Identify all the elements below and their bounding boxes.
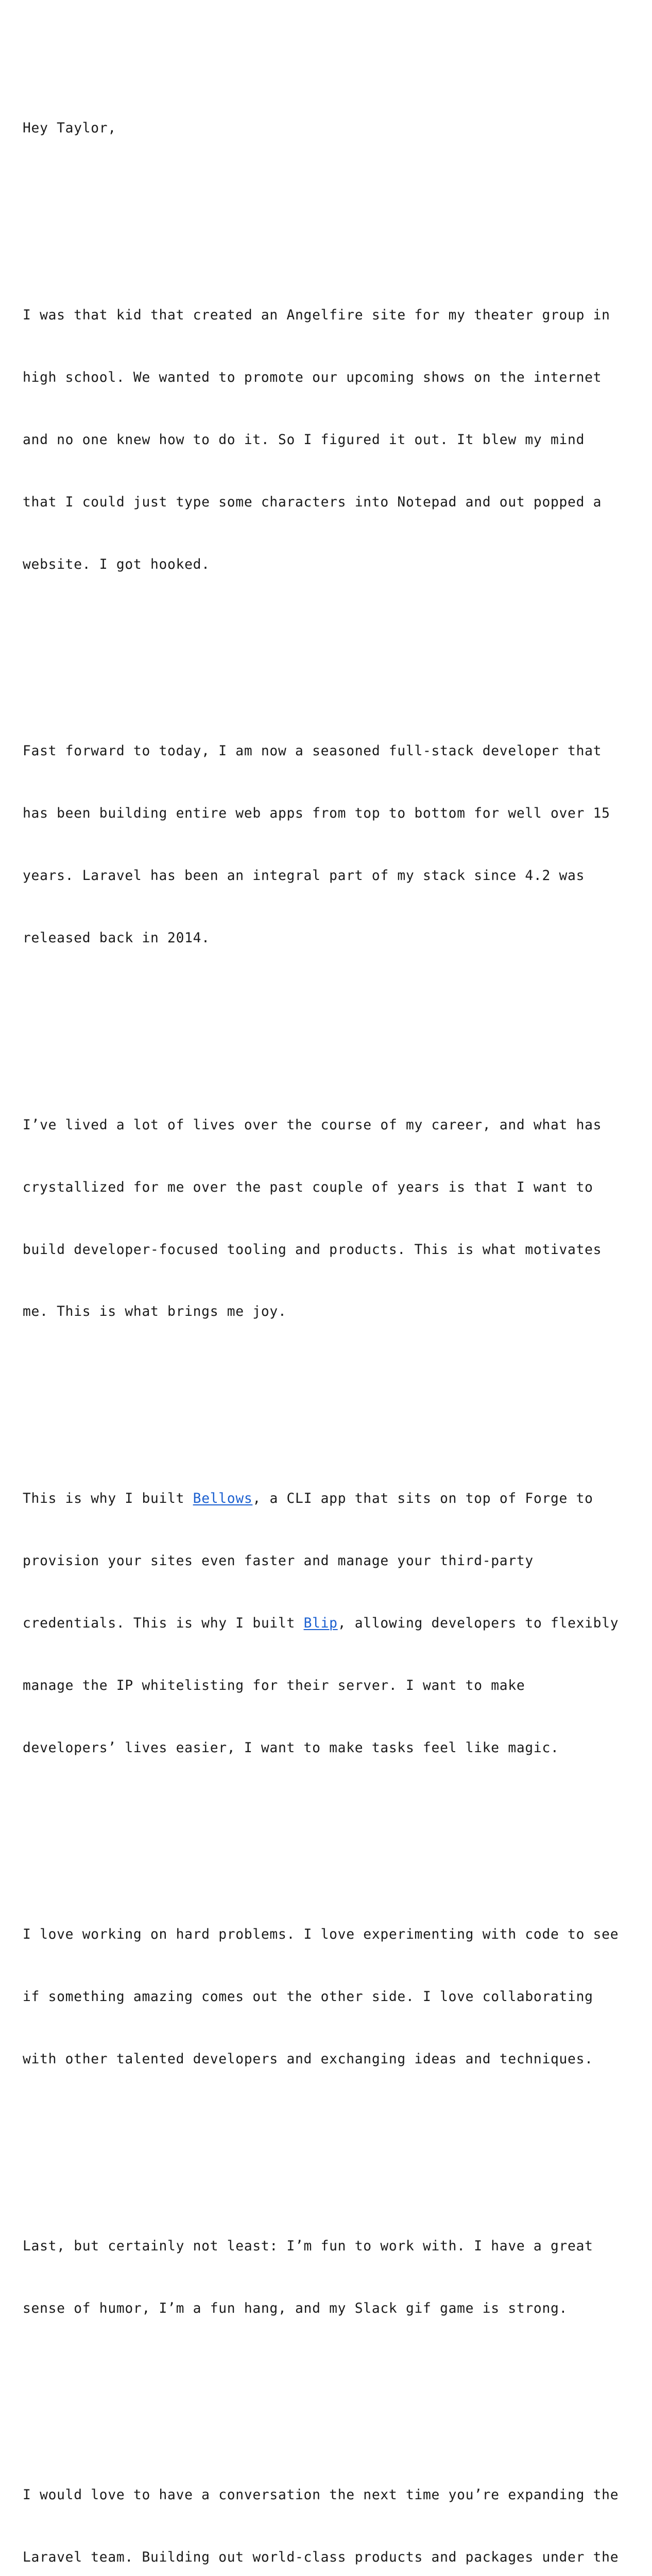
paragraph-personality: [23, 2194, 641, 2360]
greeting-line: Hey Taylor,: [23, 121, 116, 137]
text-line: Laravel team. Building out world-class products and packages under the: [23, 2550, 619, 2566]
text-line: if something amazing comes out the other side. I love collaborating: [23, 1989, 593, 2005]
text-line: developers’ lives easier, I want to make tasks feel like magic.: [23, 1740, 559, 1756]
text-line: I would love to have a conversation the next time you’re expanding the: [23, 2487, 619, 2503]
text-line: me. This is what brings me joy.: [23, 1304, 287, 1320]
text-line: provision your sites even faster and manage your third-party: [23, 1553, 534, 1569]
paragraph-projects: [23, 1447, 641, 1800]
text-line: and no one knew how to do it. So I figured it out. It blew my mind: [23, 432, 585, 448]
text-line: [23, 1613, 641, 1634]
text-line: Last, but certainly not least: I’m fun to work with. I have a great: [23, 2238, 593, 2254]
text-line: I’ve lived a lot of lives over the course of my career, and what has: [23, 1117, 602, 1133]
letter-body: [23, 14, 641, 2576]
text-line: that I could just type some characters into Notepad and out popped a: [23, 494, 602, 510]
blip-link[interactable]: Blip: [303, 1615, 338, 1631]
text-line: I love working on hard problems. I love experimenting with code to see: [23, 1927, 619, 1943]
greeting: [23, 77, 641, 180]
paragraph-origin-story: [23, 264, 641, 617]
text-line: released back in 2014.: [23, 930, 210, 946]
text-segment: , a CLI app that sits on top of Forge to: [252, 1491, 593, 1507]
text-line: [23, 1488, 641, 1509]
bellows-link[interactable]: Bellows: [193, 1491, 253, 1507]
text-line: crystallized for me over the past couple of years is that I want to: [23, 1179, 593, 1195]
text-line: has been building entire web apps from top to bottom for well over 15: [23, 806, 610, 822]
text-line: I was that kid that created an Angelfire site for my theater group in: [23, 308, 610, 324]
paragraph-request: [23, 2444, 641, 2576]
text-segment: This is why I built: [23, 1491, 193, 1507]
text-line: high school. We wanted to promote our upcoming shows on the internet: [23, 370, 602, 386]
paragraph-experience: [23, 700, 641, 990]
paragraph-hard-problems: [23, 1883, 641, 2111]
text-line: build developer-focused tooling and products. This is what motivates: [23, 1242, 602, 1258]
text-line: manage the IP whitelisting for their server. I want to make: [23, 1677, 525, 1693]
text-segment: credentials. This is why I built: [23, 1615, 304, 1631]
text-line: sense of humor, I’m a fun hang, and my Slack gif game is strong.: [23, 2300, 568, 2316]
text-segment: , allowing developers to flexibly: [337, 1615, 619, 1631]
paragraph-motivation: [23, 1073, 641, 1364]
text-line: website. I got hooked.: [23, 556, 210, 572]
text-line: years. Laravel has been an integral part of my stack since 4.2 was: [23, 868, 585, 884]
text-line: Fast forward to today, I am now a seasoned full-stack developer that: [23, 743, 602, 759]
text-line: with other talented developers and exchanging ideas and techniques.: [23, 2052, 593, 2067]
